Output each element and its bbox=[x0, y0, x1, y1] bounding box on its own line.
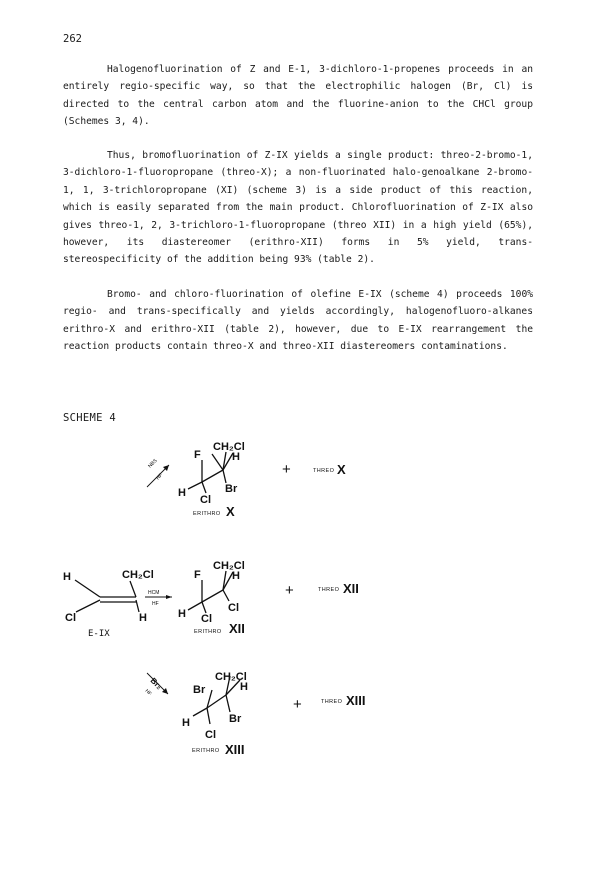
reagent-arrow-br2-hf bbox=[144, 673, 168, 697]
page-number: 262 bbox=[63, 33, 82, 45]
p2-threo-xii: XII bbox=[343, 581, 359, 596]
paragraph-1-text: Halogenofluorination of Z and E-1, 3-dichloro-1-propenes proceeds in an entirely regio-specific way, so that the electrophilic halogen (Br, Cl) is directed to the central carbon atom and the fluorine-anion to the CHCl group (Schemes 3, 4). bbox=[63, 64, 533, 128]
p2-f: F bbox=[194, 569, 201, 581]
p2-plus: + bbox=[285, 582, 294, 599]
p3-threo-xiii: XIII bbox=[346, 693, 366, 708]
label-e-ix: E-IX bbox=[88, 629, 110, 639]
atom-cl: Cl bbox=[65, 612, 76, 624]
p2-ch2cl: CH₂Cl bbox=[213, 560, 245, 572]
p1-plus: + bbox=[282, 461, 291, 478]
p2-label-erithro: ERITHRO bbox=[194, 629, 222, 635]
p2-threo: THREO bbox=[318, 587, 340, 593]
p1-threo-x: X bbox=[337, 462, 346, 477]
p3-plus: + bbox=[293, 696, 302, 713]
p3-cl: Cl bbox=[205, 729, 216, 741]
p3-br: Br bbox=[229, 713, 242, 725]
p3-label-erithro: ERITHRO bbox=[192, 748, 220, 754]
atom-h-1: H bbox=[63, 571, 71, 583]
product-erithro-xiii bbox=[182, 671, 366, 757]
atom-ch2cl: CH₂Cl bbox=[122, 569, 154, 581]
p1-label-erithro: ERITHRO bbox=[193, 511, 221, 517]
reagent-hf-3: HF bbox=[143, 688, 153, 698]
reagent-hf-1: HF bbox=[155, 472, 165, 482]
paragraph-2-text: Thus, bromofluorination of Z-IX yields a single product: threo-2-bromo-1, 3-dichloro-1-fluoropropane (threo-X); a non-fluorinated halo-genoalkane 2-bromo-1, 1, 3-trichloropropane (XI) (scheme 3) is a side product of this reaction, which is easily separated from the main product. Chlorofluorination of Z-IX also gives threo-1, 2, 3-trichloro-1-fluoropropane (threo XII) in a high yield (65%), however, its diastereomer (erithro-XII) forms in 5% yield, trans-stereospecificity of the addition being 93% (table 2). bbox=[63, 150, 533, 266]
p1-f: F bbox=[194, 449, 201, 461]
p2-h-top: H bbox=[232, 570, 240, 582]
p1-label-x: X bbox=[226, 504, 235, 519]
p1-cl: Cl bbox=[200, 494, 211, 506]
reagent-arrow-hcm-hf bbox=[145, 590, 172, 607]
paragraph-3-text: Bromo- and chloro-fluorination of olefine E-IX (scheme 4) proceeds 100% regio- and trans-specifically and yields accordingly, halogenofluoro-alkanes erithro-X and erithro-XII (table 2), however, due to E-IX rearrangement the reaction products contain threo-X and threo-XII diastereomers contaminations. bbox=[63, 289, 533, 353]
reagent-hf-2: HF bbox=[152, 601, 159, 607]
product-erithro-x bbox=[178, 441, 346, 519]
reagent-nbs: NBS bbox=[147, 457, 159, 470]
p3-ch2cl: CH₂Cl bbox=[215, 671, 247, 683]
product-erithro-xii bbox=[178, 560, 359, 636]
p2-h: H bbox=[178, 608, 186, 620]
p3-threo: THREO bbox=[321, 699, 343, 705]
p1-h-top: H bbox=[232, 451, 240, 463]
olefin-e-ix bbox=[63, 569, 154, 639]
p1-ch2cl: CH₂Cl bbox=[213, 441, 245, 453]
reagent-hcm: HCM bbox=[148, 590, 160, 596]
p3-br-left: Br bbox=[193, 684, 206, 696]
p1-threo: THREO bbox=[313, 468, 335, 474]
p3-h: H bbox=[182, 717, 190, 729]
scheme-title: SCHEME 4 bbox=[63, 412, 116, 424]
p2-label-xii: XII bbox=[229, 621, 245, 636]
p2-cl: Cl bbox=[201, 613, 212, 625]
reagent-arrow-nbs-hf bbox=[147, 457, 169, 487]
p3-h-top: H bbox=[240, 681, 248, 693]
atom-h-2: H bbox=[139, 612, 147, 624]
p2-cl-right: Cl bbox=[228, 602, 239, 614]
p3-label-xiii: XIII bbox=[225, 742, 245, 757]
p1-h: H bbox=[178, 487, 186, 499]
reagent-br2: Br₂ bbox=[148, 676, 164, 692]
p1-br: Br bbox=[225, 483, 238, 495]
